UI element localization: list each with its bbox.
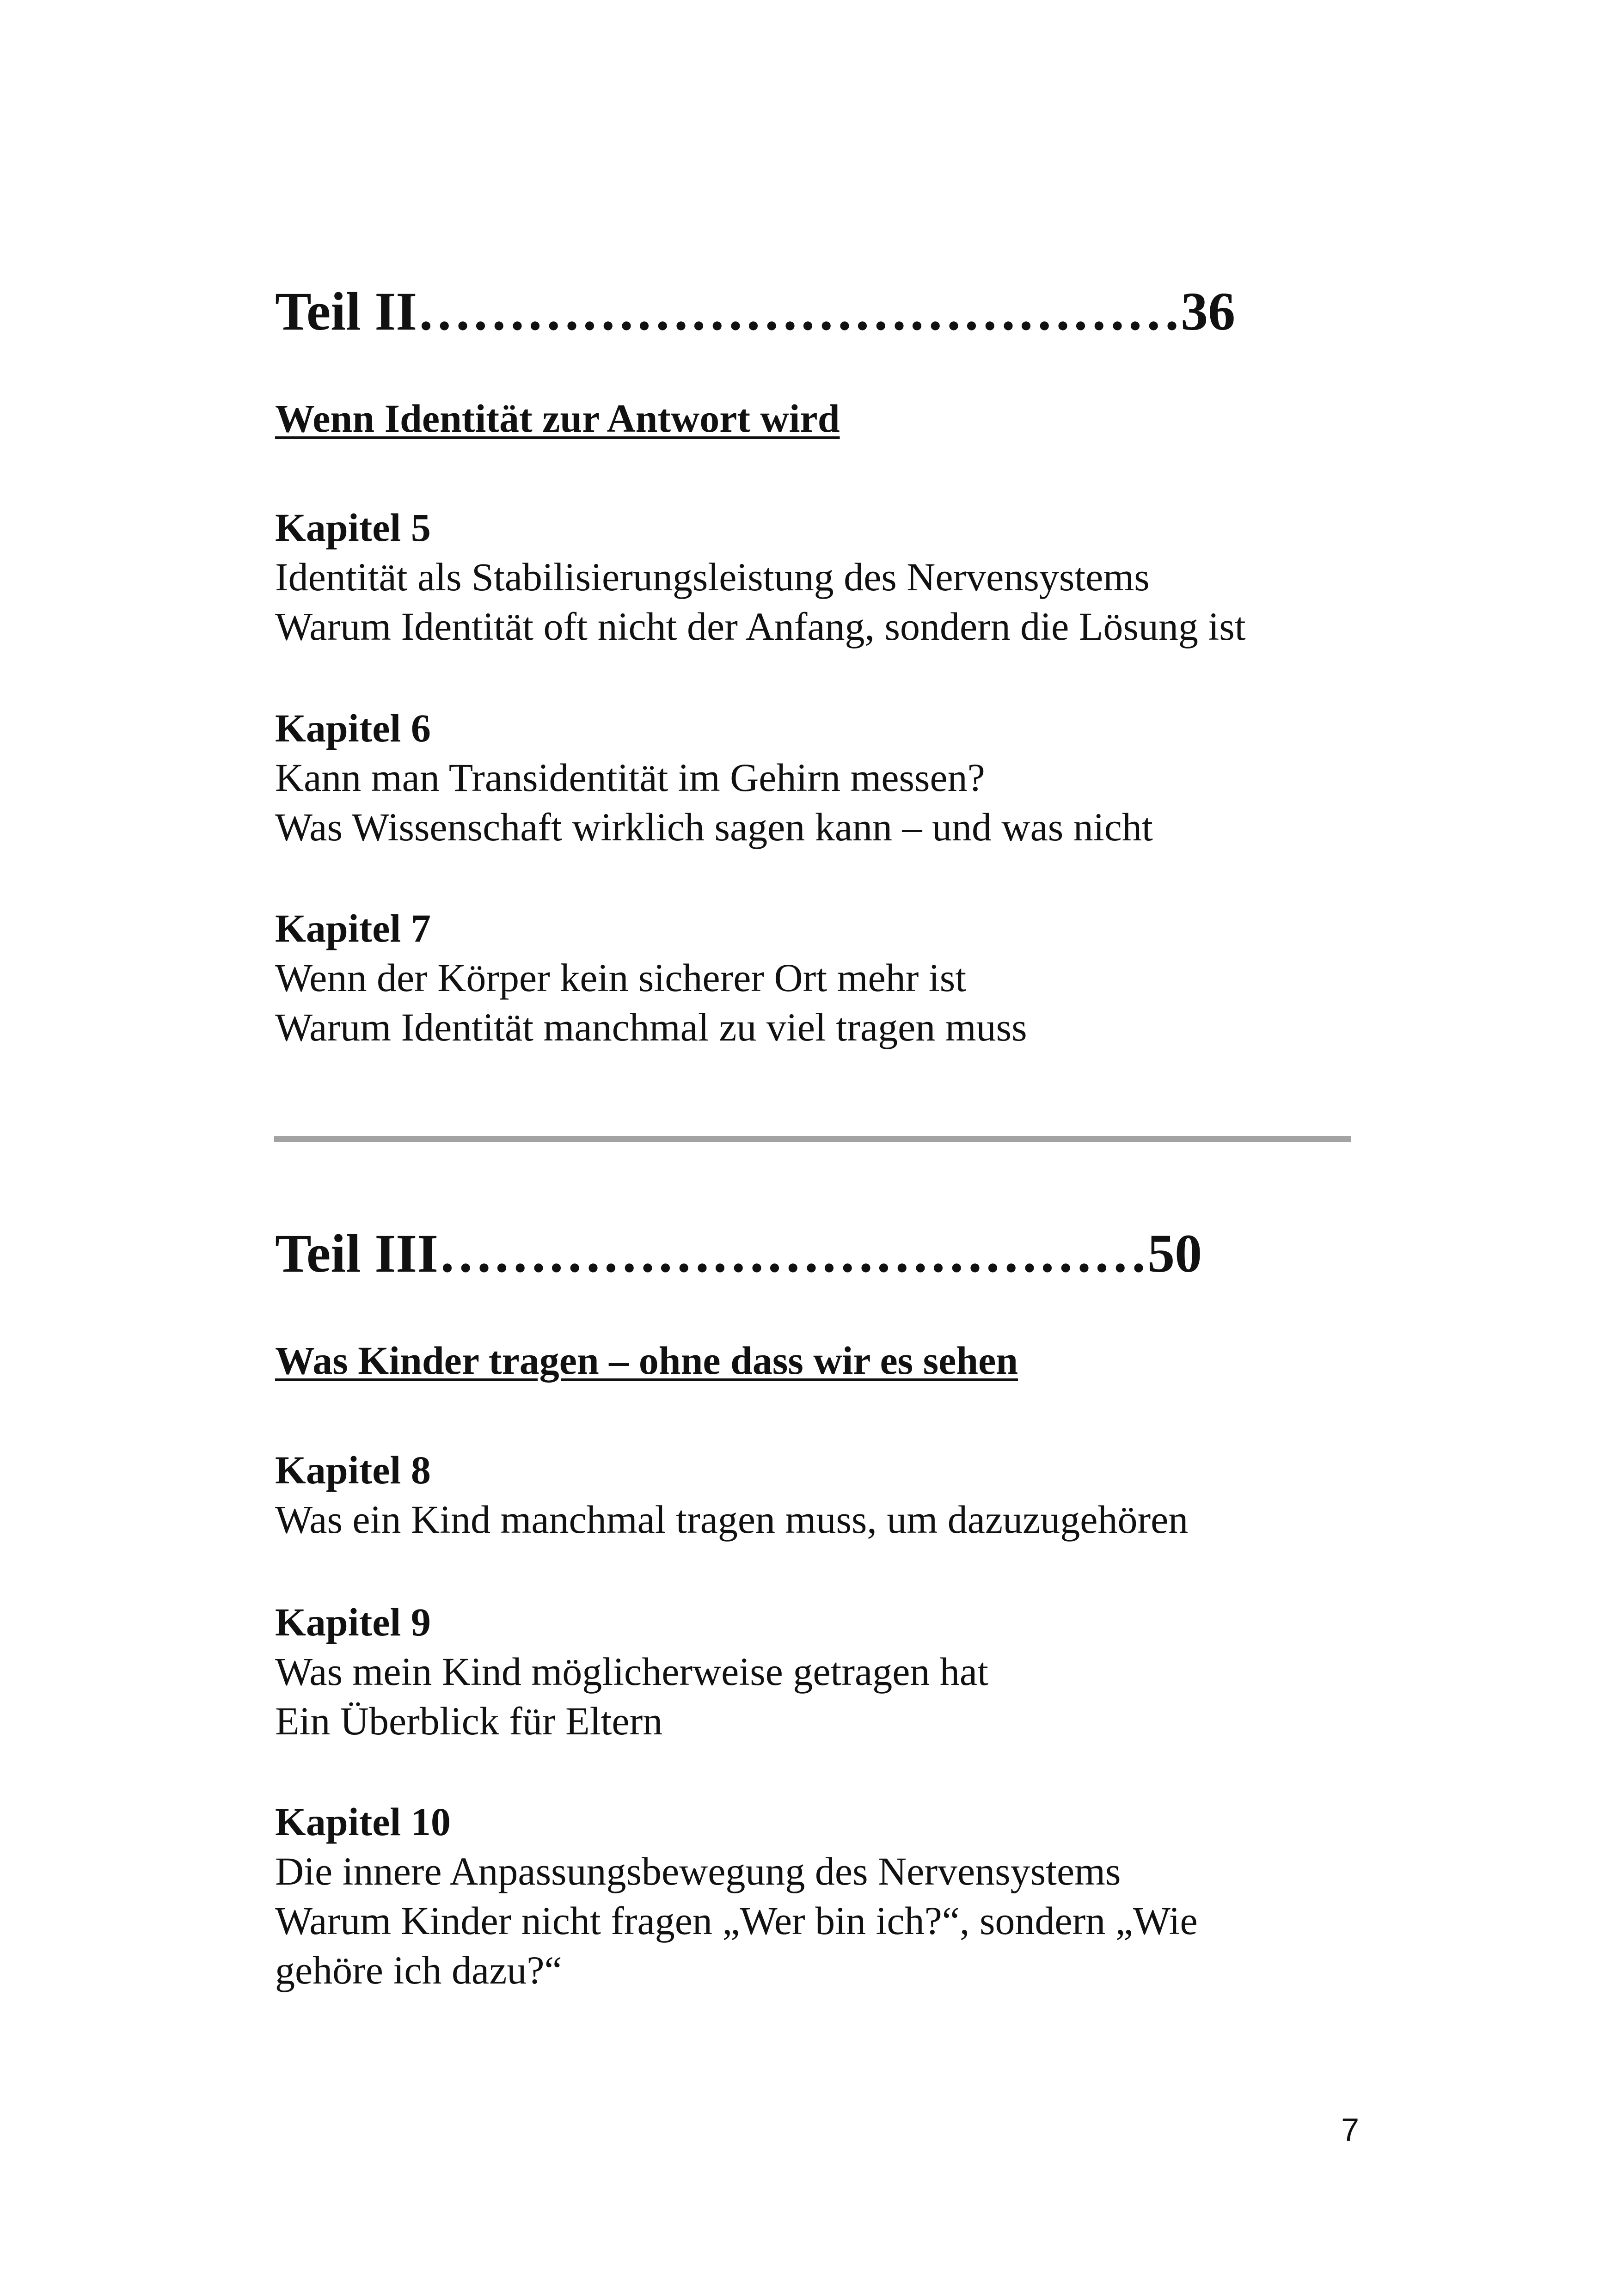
chapter-subtitle: Warum Kinder nicht fragen „Wer bin ich?“, sondern „Wie [275, 1898, 1198, 1943]
part-heading-teil-iii: Teil III…………………………………50 [275, 1223, 1202, 1284]
chapter-title: Was ein Kind manchmal tragen muss, um dazuzugehören [275, 1497, 1189, 1542]
chapter-subtitle-continued: gehöre ich dazu?“ [275, 1948, 562, 1992]
chapter-label: Kapitel 6 [275, 706, 431, 750]
chapter-label: Kapitel 5 [275, 505, 431, 550]
chapter-label: Kapitel 10 [275, 1800, 451, 1844]
chapter-label: Kapitel 9 [275, 1600, 431, 1644]
chapter-entry-6 [275, 704, 1375, 852]
chapter-title: Kann man Transidentität im Gehirn messen? [275, 755, 985, 800]
chapter-entry-9 [275, 1598, 1375, 1746]
chapter-title: Die innere Anpassungsbewegung des Nervensystems [275, 1849, 1121, 1893]
section-divider [274, 1136, 1351, 1142]
chapter-subtitle: Warum Identität manchmal zu viel tragen muss [275, 1005, 1027, 1049]
chapter-label: Kapitel 8 [275, 1448, 431, 1492]
part-subtitle-teil-ii: Wenn Identität zur Antwort wird [275, 396, 840, 441]
chapter-entry-5 [275, 503, 1375, 651]
page-number: 7 [1341, 2112, 1359, 2148]
part-heading-teil-ii: Teil II……………………………………36 [275, 281, 1236, 342]
chapter-title: Wenn der Körper kein sicherer Ort mehr ist [275, 955, 967, 1000]
chapter-entry-7 [275, 904, 1375, 1052]
chapter-title: Was mein Kind möglicherweise getragen hat [275, 1649, 988, 1694]
chapter-subtitle: Ein Überblick für Eltern [275, 1699, 663, 1743]
part-subtitle-teil-iii: Was Kinder tragen – ohne dass wir es sehen [275, 1338, 1018, 1383]
chapter-entry-8 [275, 1445, 1375, 1544]
chapter-subtitle: Was Wissenschaft wirklich sagen kann – und was nicht [275, 805, 1153, 849]
chapter-title: Identität als Stabilisierungsleistung des Nervensystems [275, 555, 1150, 599]
chapter-label: Kapitel 7 [275, 906, 431, 950]
chapter-entry-10 [275, 1797, 1375, 1995]
chapter-subtitle: Warum Identität oft nicht der Anfang, sondern die Lösung ist [275, 604, 1246, 649]
